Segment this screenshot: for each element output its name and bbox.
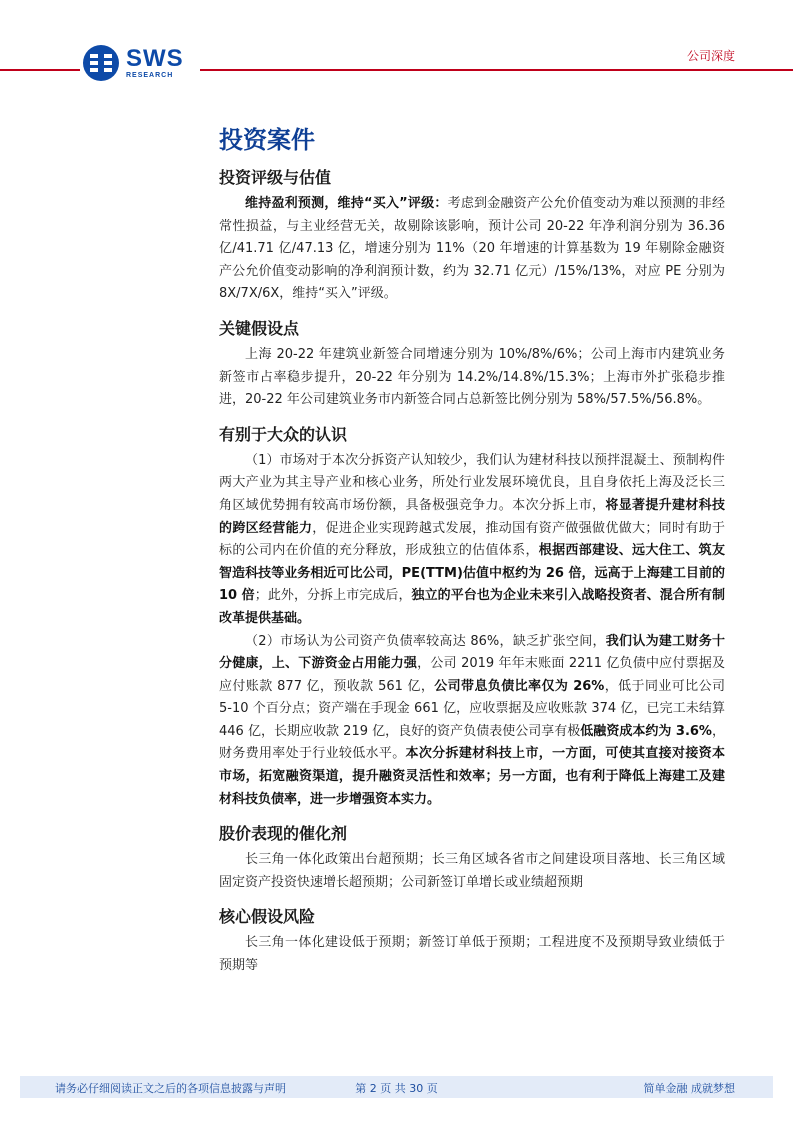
sections-container (219, 167, 725, 990)
page-title: 投资案件 (219, 126, 315, 154)
text-run: （2）市场认为公司资产负债率较高达 86%，缺乏扩张空间， (245, 633, 606, 649)
bold-text-run: 将显著提升建材科技的跨区经营能力 (219, 497, 725, 536)
bold-text-run: 公司带息负债比率仅为 26% (434, 678, 605, 694)
text-run: 长三角一体化政策出台超预期；长三角区域各省市之间建设项目落地、长三角区域固定资产投资快速增长超预期；公司新签订单增长或业绩超预期 (219, 852, 725, 890)
section-paragraph (219, 344, 725, 412)
section-paragraph (219, 849, 725, 894)
text-run: ，财务费用率处于行业较低水平。 (219, 723, 725, 762)
bold-text-run: 我们认为建工财务十分健康，上、下游资金占用能力强 (219, 633, 725, 672)
footer-disclaimer: 请务必仔细阅读正文之后的各项信息披露与声明 (55, 1082, 286, 1095)
section-paragraph (219, 932, 725, 977)
bold-text-run: 低融资成本约为 3.6% (580, 723, 712, 739)
sws-logo-icon (82, 44, 120, 82)
logo-text: SWS (126, 45, 184, 72)
text-run: 考虑到金融资产公允价值变动为难以预测的非经常性损益，与主业经营无关，故剔除该影响，预计公司 20-22 年净利润分别为 36.36 亿/41.71 亿/47.13 亿，增速分别为 11%（20 年增速的计算基数为 19 年剔除金融资产公允价值变动影响的净利润预计数，约为 32.71 亿元）/15%/13%，对应 PE 分别为 8X/7X/6X，维持“买入”评级。 (219, 196, 725, 302)
text-run: ，低于同业可比公司 5-10 个百分点；资产端在手现金 661 亿，应收票据及应收账款 374 亿，已完工未结算 446 亿，长期应收款 219 亿，良好的资产负债表使公司享有极 (219, 678, 725, 739)
page-number: 第 2 页 共 30 页 (355, 1082, 438, 1095)
section-paragraph (219, 450, 725, 631)
section-heading: 关键假设点 (219, 318, 300, 338)
bold-text-run: 根据西部建设、远大住工、筑友智造科技等业务相近可比公司，PE(TTM)估值中枢约为 26 倍，远高于上海建工目前的 10 倍 (219, 543, 725, 604)
section-heading: 核心假设风险 (219, 907, 316, 927)
logo-subtext: RESEARCH (126, 72, 174, 79)
text-run: 长三角一体化建设低于预期；新签订单低于预期；工程进度不及预期导致业绩低于预期等 (219, 935, 725, 974)
text-run: ，促进企业实现跨越式发展，推动国有资产做强做优做大；同时有助于标的公司内在价值的充分释放，形成独立的估值体系， (219, 520, 725, 559)
text-run: ；此外，分拆上市完成后， (254, 588, 412, 604)
header-divider-right (200, 69, 793, 71)
company-logo (82, 44, 184, 82)
section-paragraph (219, 193, 725, 306)
bold-text-run: 独立的平台也为企业未来引入战略投资者、混合所有制改革提供基础。 (219, 588, 725, 626)
section-heading: 股价表现的催化剂 (219, 824, 348, 844)
section-paragraph (219, 631, 725, 812)
section-heading: 有别于大众的认识 (219, 424, 348, 444)
header-divider-left (0, 69, 80, 71)
text-run: ，公司 2019 年年末账面 2211 亿负债中应付票据及应付账款 877 亿，预收款 561 亿， (219, 656, 725, 694)
main-content (219, 120, 725, 990)
bold-text-run: 维持盈利预测，维持“买入”评级： (245, 196, 448, 211)
text-run: （1）市场对于本次分拆资产认知较少，我们认为建材科技以预拌混凝土、预制构件两大产业为其主导产业和核心业务，所处行业发展环境优良，且自身依托上海及泛长三角区域优势拥有较高市场份额，具备极强竞争力。本次分拆上市， (219, 452, 725, 513)
text-run: 上海 20-22 年建筑业新签合同增速分别为 10%/8%/6%；公司上海市内建筑业务新签市占率稳步提升，20-22 年分别为 14.2%/14.8%/15.3%；上海市外扩张稳步推进，20-22 年公司建筑业务市内新签合同占总新签比例分别为 58%/57.5%/56.8%。 (219, 346, 725, 408)
report-type-tag: 公司深度 (686, 49, 735, 63)
bold-text-run: 本次分拆建材科技上市，一方面，可使其直接对接资本市场，拓宽融资渠道，提升融资灵活性和效率；另一方面，也有利于降低上海建工及建材科技负债率，进一步增强资本实力。 (219, 746, 725, 807)
footer-slogan: 简单金融 成就梦想 (643, 1082, 735, 1095)
section-heading: 投资评级与估值 (219, 168, 332, 187)
